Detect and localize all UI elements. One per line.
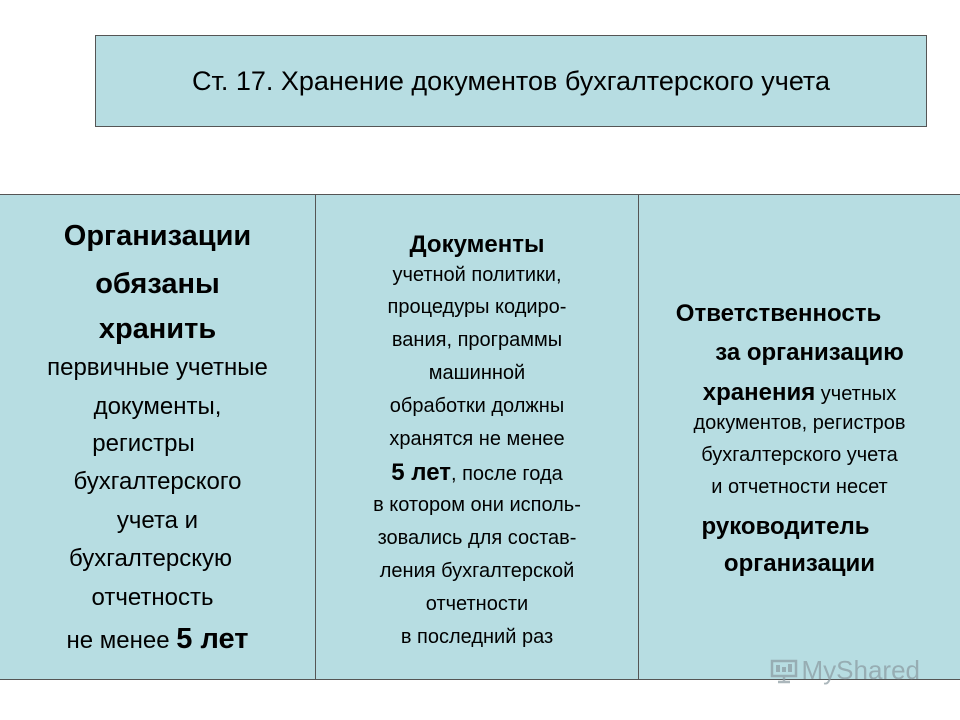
col2-line-8: зовались для состав- [377,527,577,549]
col2-line-2: процедуры кодиро- [387,296,567,318]
slide-title: Ст. 17. Хранение документов бухгалтерского учета [191,65,831,96]
col1-heading-1: Организации [63,220,252,252]
col2-line-6: хранятся не менее [389,428,565,450]
col1-last-prefix: не менее [66,627,177,654]
col3-after-bold: учетных [815,383,897,405]
col3-body-1: документов, регистров [693,412,906,434]
col2-after-bold: , после года [450,463,563,485]
content-columns [0,194,960,680]
col2-bold-line [316,461,638,485]
col3-tail-2: организации [723,550,876,577]
col1-body-4: бухгалтерского [73,468,242,495]
col3-heading-2: за организацию [715,339,904,366]
col2-line-1: учетной политики, [392,264,562,286]
col3-mixed-line [639,381,960,405]
col3-tail-1: руководитель [701,513,870,540]
col3-bold-word: хранения [702,379,816,406]
col2-line-5: обработки должны [389,395,565,417]
col1-heading-3: хранить [98,313,217,345]
col1-last-bold: 5 лет [176,623,249,655]
column-documents [316,195,639,679]
col2-line-11: в последний раз [400,626,554,648]
col1-body-2: документы, [93,393,222,420]
col1-heading-2: обязаны [95,268,220,300]
projector-screen-icon [770,658,798,684]
slide-title-box [95,35,927,127]
column-organizations [0,195,316,679]
col1-body-7: отчетность [91,584,214,611]
col2-line-4: машинной [428,362,526,384]
col1-body-1: первичные учетные [47,354,268,381]
col1-body-3: регистры [92,430,195,457]
col3-body-2: бухгалтерского учета [701,444,898,466]
col2-bold-phrase: 5 лет [391,459,451,486]
col1-body-6: бухгалтерскую [69,545,232,572]
col2-line-9: ления бухгалтерской [379,560,575,582]
col2-line-7: в котором они исполь- [373,494,581,516]
watermark [770,655,921,686]
watermark-text: MyShared [801,655,920,685]
col3-heading-1: Ответственность [675,300,882,327]
col3-body-3: и отчетности несет [711,476,888,498]
col2-line-3: вания, программы [391,329,563,351]
col1-last-line [0,625,315,654]
col2-line-10: отчетности [425,593,529,615]
col1-body-5: учета и [116,507,199,534]
col2-heading: Документы [409,231,545,258]
column-responsibility [639,195,960,679]
